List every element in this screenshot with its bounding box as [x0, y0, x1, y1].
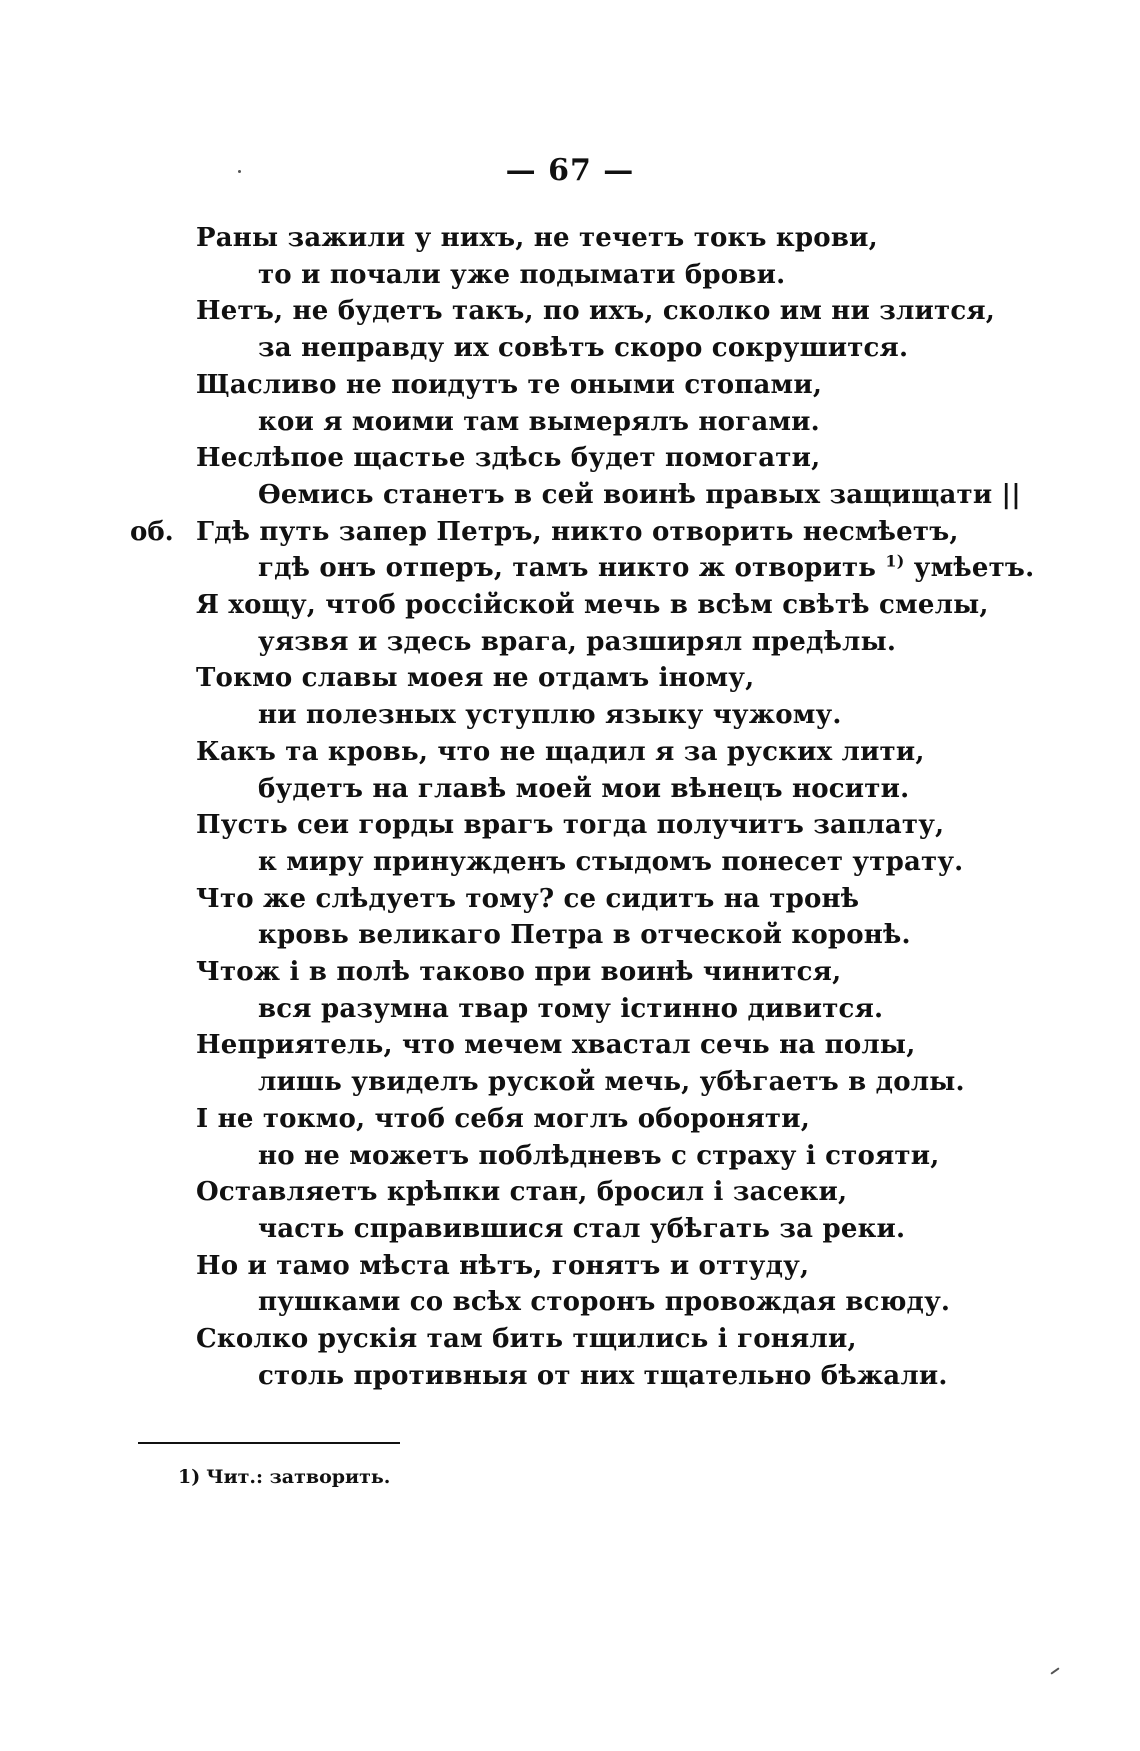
verse-text: Какъ та кровь, что не щадил я за руских лити,: [196, 736, 925, 767]
verse-text: Оставляетъ крѣпки стан, бросил і засеки,: [196, 1177, 848, 1208]
verse-text: Сколко рускія там бить тщились і гоняли,: [196, 1324, 857, 1354]
verse-text: вся разумна твар тому істинно дивится.: [258, 993, 884, 1024]
verse-text: Я хощу, чтоб россійской мечь в всѣм свѣтѣ смелы,: [196, 590, 989, 620]
verse-line: [258, 991, 883, 1027]
verse-line: [196, 734, 925, 770]
verse-text: І не токмо, чтоб себя моглъ обороняти,: [196, 1103, 810, 1134]
verse-line: [196, 807, 944, 843]
verse-text: Чтож і в полѣ таково при воинѣ чинится,: [196, 957, 842, 987]
verse-text: уязвя и здесь врага, разширял предѣлы.: [258, 626, 897, 657]
verse-line: [258, 844, 963, 880]
verse-line: [196, 587, 989, 623]
footnote-text: Чит.: затворить.: [206, 1466, 391, 1488]
verse-text: Токмо славы моея не отдамъ іному,: [196, 663, 755, 694]
verse-line: [196, 1174, 847, 1210]
verse-text: кои я моими там вымерялъ ногами.: [258, 406, 820, 437]
verse-line: [258, 917, 911, 953]
footnote-reference: 1): [885, 551, 905, 571]
verse-text: Пусть сеи горды врагъ тогда получитъ заплату,: [196, 810, 945, 841]
verse-text: кровь великаго Петра в отческой коронѣ.: [258, 920, 911, 951]
verse-line: [258, 550, 1034, 586]
verse-line: [196, 1248, 809, 1284]
verse-line: [196, 660, 754, 696]
verse-text: Раны зажили у нихъ, не течетъ токъ крови,: [196, 223, 878, 253]
verse-line: [258, 771, 909, 807]
verse-text: ни полезных уступлю языку чужому.: [258, 700, 842, 731]
verse-line: [258, 404, 820, 440]
verse-line: [258, 1211, 905, 1247]
verse-text: пушками со всѣх сторонъ провождая всюду.: [258, 1287, 951, 1318]
verse-text: за неправду их совѣтъ скоро сокрушится.: [258, 333, 909, 364]
footnote-divider: [138, 1442, 400, 1444]
verse-text: Но и тамо мѣста нѣтъ, гонятъ и оттуду,: [196, 1250, 810, 1281]
page-number: — 67 —: [505, 153, 635, 188]
verse-text: Гдѣ путь запер Петръ, никто отворить несмѣетъ,: [196, 516, 959, 547]
verse-line: [258, 1284, 950, 1320]
verse-line: [196, 1101, 810, 1137]
verse-line: [258, 1138, 939, 1174]
verse-text-continued: умѣетъ.: [904, 553, 1035, 584]
margin-note: об.: [130, 516, 174, 547]
verse-text: но не можетъ поблѣдневъ с страху і стояти,: [258, 1140, 940, 1171]
verse-text: столь противныя от них тщательно бѣжали.: [258, 1360, 948, 1391]
verse-line: [196, 220, 878, 256]
verse-text: к миру принужденъ стыдомъ понесет утрату.: [258, 846, 964, 877]
verse-line: [258, 697, 842, 733]
verse-line: [196, 1321, 857, 1357]
verse-text: лишь увиделъ руской мечь, убѣгаетъ в долы.: [258, 1067, 965, 1098]
verse-text: Неприятель, что мечем хвастал сечь на полы,: [196, 1030, 916, 1061]
footnote-mark: 1): [178, 1466, 201, 1488]
verse-text: то и почали уже подымати брови.: [258, 259, 786, 290]
verse-text: Ѳемись станетъ в сей воинѣ правых защищати ||: [258, 479, 1021, 510]
verse-line: [258, 257, 785, 293]
verse-line: [258, 330, 908, 366]
verse-line: [196, 440, 820, 476]
verse-line: [258, 477, 1021, 513]
footnote: [178, 1466, 390, 1488]
verse-text: Щасливо не поидутъ те оными стопами,: [196, 369, 823, 400]
speck-mark: [238, 170, 241, 173]
verse-text: будетъ на главѣ моей мои вѣнецъ носити.: [258, 773, 910, 804]
verse-text: Нетъ, не будетъ такъ, по ихъ, сколко им ни злится,: [196, 296, 996, 327]
verse-line: [196, 514, 959, 550]
verse-text: часть справившися стал убѣгать за реки.: [258, 1213, 906, 1244]
verse-text: Неслѣпое щастье здѣсь будет помогати,: [196, 443, 821, 474]
verse-line: [258, 1358, 948, 1394]
verse-line: [196, 1027, 915, 1063]
verse-line: [196, 881, 859, 917]
verse-text: гдѣ онъ отперъ, тамъ никто ж отворить: [258, 553, 877, 584]
verse-line: [196, 954, 841, 990]
verse-line: [258, 624, 896, 660]
verse-line: [196, 293, 995, 329]
verse-line: [196, 367, 822, 403]
verse-text: Что же слѣдуетъ тому? се сидитъ на тронѣ: [196, 883, 860, 914]
verse-line: [258, 1064, 965, 1100]
speck-mark: [1050, 1667, 1059, 1674]
